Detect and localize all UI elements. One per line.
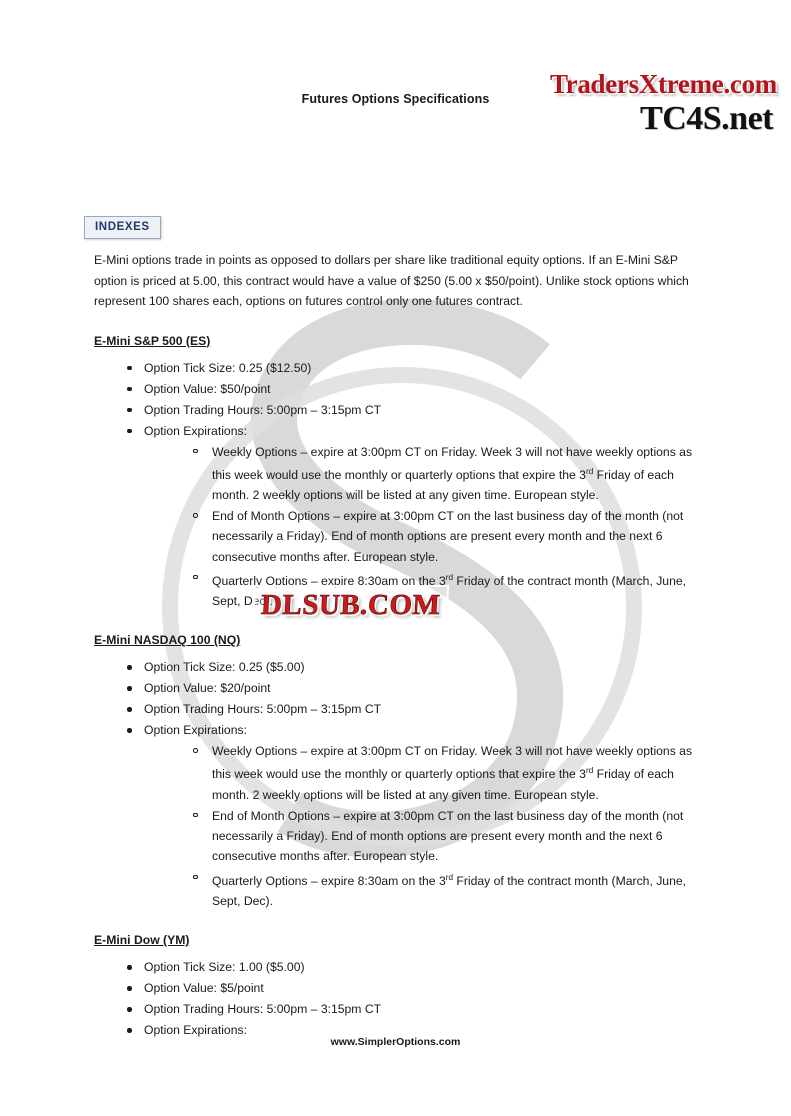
list-item: [94, 699, 702, 720]
list-item: [94, 421, 702, 442]
list-item-label: Option Tick Size: 1.00 ($5.00): [144, 960, 305, 974]
bullet-dot-icon: [127, 707, 132, 712]
bullet-circle-icon: [193, 513, 198, 518]
section-heading: E-Mini S&P 500 (ES): [94, 333, 211, 348]
bullet-dot-icon: [127, 429, 132, 434]
list-item-label: Quarterly Options – expire 8:30am on the 3: [212, 573, 446, 588]
list-item-label: Option Trading Hours: 5:00pm – 3:15pm CT: [144, 1002, 382, 1016]
list-item-label: Weekly Options – expire at 3:00pm CT on Friday. Week 3 will not have weekly options as this week would use the monthly or quarterly options that expire the 3: [212, 444, 693, 482]
list-item-label: Option Value: $50/point: [144, 381, 271, 396]
bullet-dot-icon: [127, 366, 132, 371]
list-item: [94, 720, 702, 741]
list-item-label: Option Expirations:: [144, 723, 247, 738]
document-body: [94, 250, 702, 1041]
list-item-label: Option Expirations:: [144, 1023, 247, 1037]
spec-list: [94, 957, 702, 1041]
list-item-label-cont: Friday of each month. 2 weekly options will be listed at any given time. European style.: [212, 467, 674, 502]
list-item: [94, 400, 702, 421]
ordinal-suffix: rd: [445, 572, 454, 582]
list-item: [94, 358, 702, 379]
intro-paragraph: E-Mini options trade in points as opposed to dollars per share like traditional equity options. If an E-Mini S&P option is priced at 5.00, this contract would have a value of $250 (5.00 x $50/point). Unlike stock options which represent 100 shares each, options on futures control only one futures contract.: [94, 253, 689, 308]
expiration-list: [94, 741, 702, 911]
list-item: [94, 978, 702, 999]
list-item: [94, 657, 702, 678]
list-item-label: End of Month Options – expire at 3:00pm CT on the last business day of the month (not necessarily a Friday). End of month options are present every month and the next 6 consecutive months after. European style.: [212, 509, 684, 564]
section-heading: E-Mini Dow (YM): [94, 933, 190, 947]
list-item: [94, 741, 702, 805]
brand-bottom-right: TradersXtreme.com: [549, 69, 777, 99]
bullet-dot-icon: [127, 986, 132, 991]
page-title: Futures Options Specifications: [301, 92, 490, 106]
list-item-label: Option Value: $20/point: [144, 681, 271, 696]
bullet-circle-icon: [193, 813, 198, 818]
indexes-badge: INDEXES: [84, 216, 161, 239]
ordinal-suffix: rd: [585, 466, 594, 476]
bullet-dot-icon: [127, 686, 132, 691]
bullet-circle-icon: [193, 875, 198, 880]
bullet-dot-icon: [127, 387, 132, 392]
list-item-label-cont: Friday of the contract month (March, June, Sept, Dec).: [212, 573, 687, 609]
bullet-dot-icon: [127, 665, 132, 670]
list-item-label: Quarterly Options – expire 8:30am on the 3: [212, 873, 446, 888]
ordinal-suffix: rd: [445, 872, 454, 882]
dlsub-watermark: DLSUB.COM: [252, 585, 449, 626]
section-heading: E-Mini NASDAQ 100 (NQ): [94, 633, 241, 648]
document-page: [0, 69, 791, 1116]
list-item: [94, 678, 702, 699]
spec-list: [94, 657, 702, 741]
bullet-circle-icon: [193, 748, 198, 753]
list-item: [94, 506, 702, 567]
list-item-label: Option Tick Size: 0.25 ($5.00): [144, 660, 305, 675]
list-item-label: Option Value: $5/point: [144, 981, 264, 995]
list-item: [94, 868, 702, 911]
footer-url: www.SimplerOptions.com: [330, 1036, 461, 1048]
list-item-label: Option Expirations:: [144, 423, 247, 438]
list-item-label-cont: Friday of the contract month (March, June, Sept, Dec).: [212, 873, 687, 908]
list-item-label: Weekly Options – expire at 3:00pm CT on Friday. Week 3 will not have weekly options as this week would use the monthly or quarterly options that expire the 3: [212, 744, 693, 782]
spec-list: [94, 358, 702, 442]
bullet-dot-icon: [127, 1007, 132, 1012]
list-item: [94, 999, 702, 1020]
bullet-circle-icon: [193, 449, 198, 454]
list-item-label: Option Tick Size: 0.25 ($12.50): [144, 360, 312, 375]
list-item-label: Option Trading Hours: 5:00pm – 3:15pm CT: [144, 702, 382, 717]
list-item: [94, 442, 702, 506]
brand-top-right: TC4S.net: [640, 100, 773, 137]
list-item: [94, 379, 702, 400]
bullet-dot-icon: [127, 1028, 132, 1033]
list-item-label: End of Month Options – expire at 3:00pm CT on the last business day of the month (not necessarily a Friday). End of month options are present every month and the next 6 consecutive months after. European style.: [212, 808, 684, 864]
list-item-label-cont: Friday of each month. 2 weekly options will be listed at any given time. European style.: [212, 767, 674, 802]
ordinal-suffix: rd: [585, 766, 594, 776]
bullet-circle-icon: [193, 575, 198, 580]
sections-container: [94, 334, 702, 1042]
bullet-dot-icon: [127, 408, 132, 413]
list-item-label: Option Trading Hours: 5:00pm – 3:15pm CT: [144, 402, 382, 417]
list-item: [94, 806, 702, 867]
bullet-dot-icon: [127, 965, 132, 970]
list-item: [94, 957, 702, 978]
bullet-dot-icon: [127, 728, 132, 733]
